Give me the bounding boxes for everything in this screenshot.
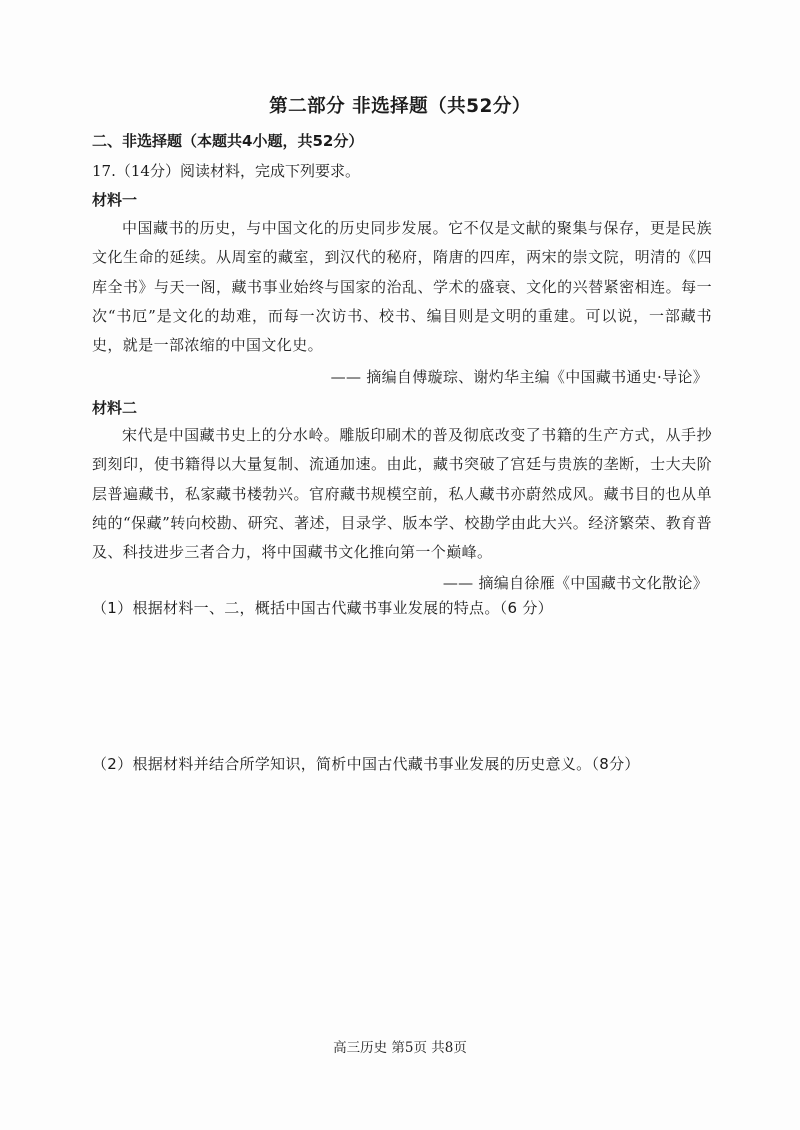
material-1-title: 材料一 [92, 191, 138, 209]
part-title: 第二部分 非选择题（共52分） [269, 96, 531, 117]
material-2-source: —— 摘编自徐雁《中国藏书文化散论》 [442, 574, 708, 592]
material-1-text: 中国藏书的历史，与中国文化的历史同步发展。它不仅是文献的聚集与保存，更是民族文化生命的延续。从周室的藏室，到汉代的秘府，隋唐的四库，两宋的崇文院，明清的《四库全书》与天一阁，藏书事业始终与国家的治乱、学术的盛衰、文化的兴替紧密相连。每一次“书厄”是文化的劫难，而每一次访书、校书、编目则是文明的重建。可以说，一部藏书史，就是一部浓缩的中国文化史。 [92, 219, 712, 355]
material-1-source: —— 摘编自傅璇琮、谢灼华主编《中国藏书通史·导论》 [330, 368, 708, 386]
section-title: 二、非选择题（本题共4小题，共52分） [92, 132, 364, 150]
sub-question-1: （1）根据材料一、二，概括中国古代藏书事业发展的特点。（6 分） [92, 599, 553, 617]
sub-question-2: （2）根据材料并结合所学知识，简析中国古代藏书事业发展的历史意义。（8分） [92, 755, 640, 773]
material-2-text: 宋代是中国藏书史上的分水岭。雕版印刷术的普及彻底改变了书籍的生产方式，从手抄到刻印，使书籍得以大量复制、流通加速。由此，藏书突破了宫廷与贵族的垄断，士大夫阶层普遍藏书，私家藏书楼勃兴。官府藏书规模空前，私人藏书亦蔚然成风。藏书目的也从单纯的“保藏”转向校勘、研究、著述，目录学、版本学、校勘学由此大兴。经济繁荣、教育普及、科技进步三者合力，将中国藏书文化推向第一个巅峰。 [92, 426, 712, 562]
material-2-title: 材料二 [92, 399, 138, 417]
page-footer: 高三历史 第5页 共8页 [333, 1040, 467, 1056]
question-heading: 17.（14分）阅读材料，完成下列要求。 [92, 162, 360, 180]
